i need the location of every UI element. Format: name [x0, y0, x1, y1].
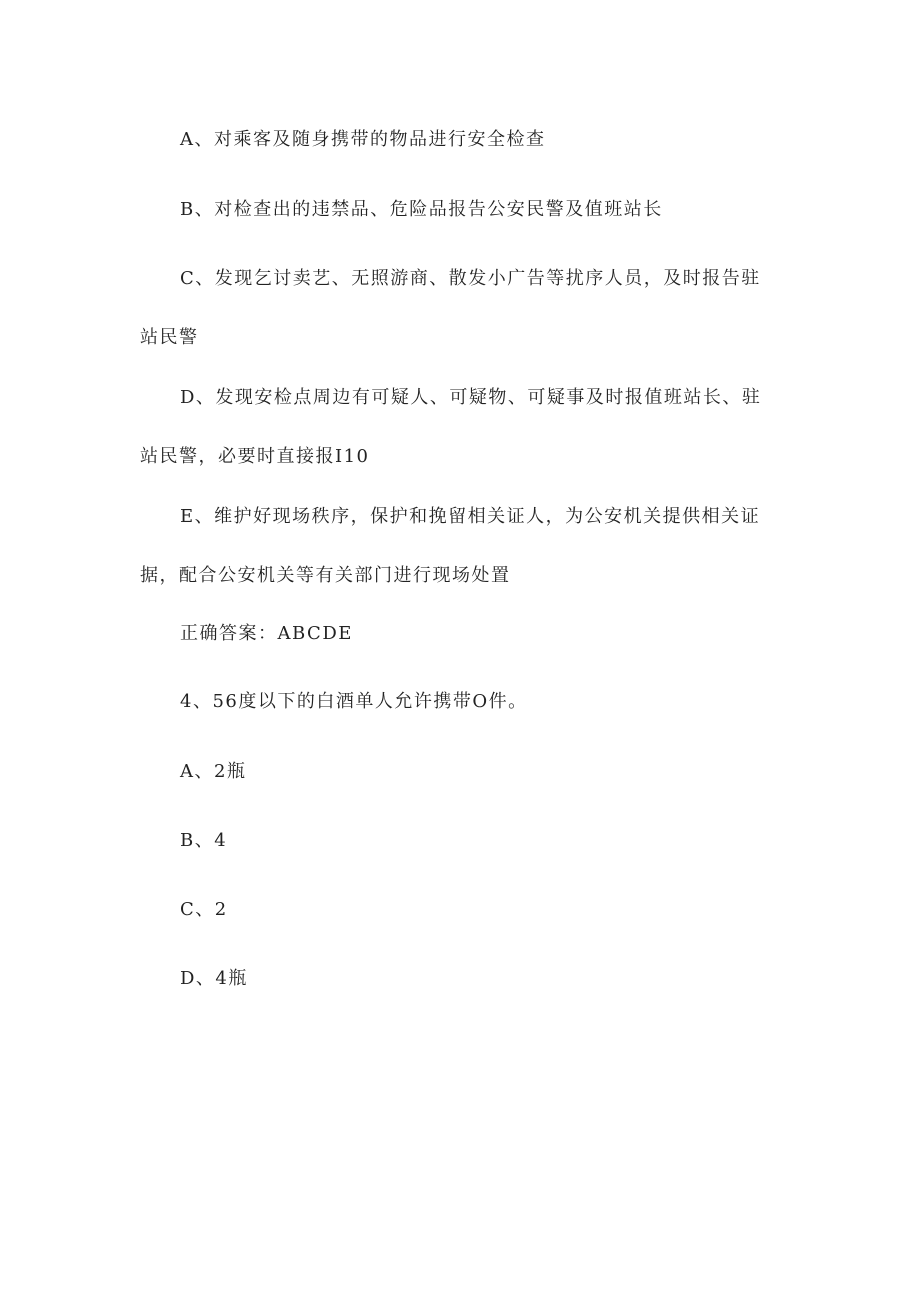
q3-option-b: B、对检查出的违禁品、危险品报告公安民警及值班站长 — [180, 199, 663, 220]
q3-option-d: D、发现安检点周边有可疑人、可疑物、可疑事及时报值班站长、驻站民警，必要时直接报I10 — [140, 387, 762, 467]
q3-option-c: C、发现乞讨卖艺、无照游商、散发小广告等扰序人员，及时报告驻站民警 — [140, 268, 761, 348]
q4-option-b: B、4 — [180, 830, 228, 851]
q3-option-a: A、对乘客及随身携带的物品进行安全检查 — [180, 129, 546, 150]
q4-option-d: D、4瓶 — [180, 968, 248, 989]
q3-option-e: E、维护好现场秩序，保护和挽留相关证人，为公安机关提供相关证据，配合公安机关等有关部门进行现场处置 — [140, 506, 761, 586]
q4-option-a: A、2瓶 — [180, 761, 247, 782]
q4-option-c: C、2 — [180, 899, 228, 920]
q4-stem: 4、56度以下的白酒单人允许携带O件。 — [180, 691, 528, 712]
q3-answer: 正确答案：ABCDE — [180, 623, 353, 644]
